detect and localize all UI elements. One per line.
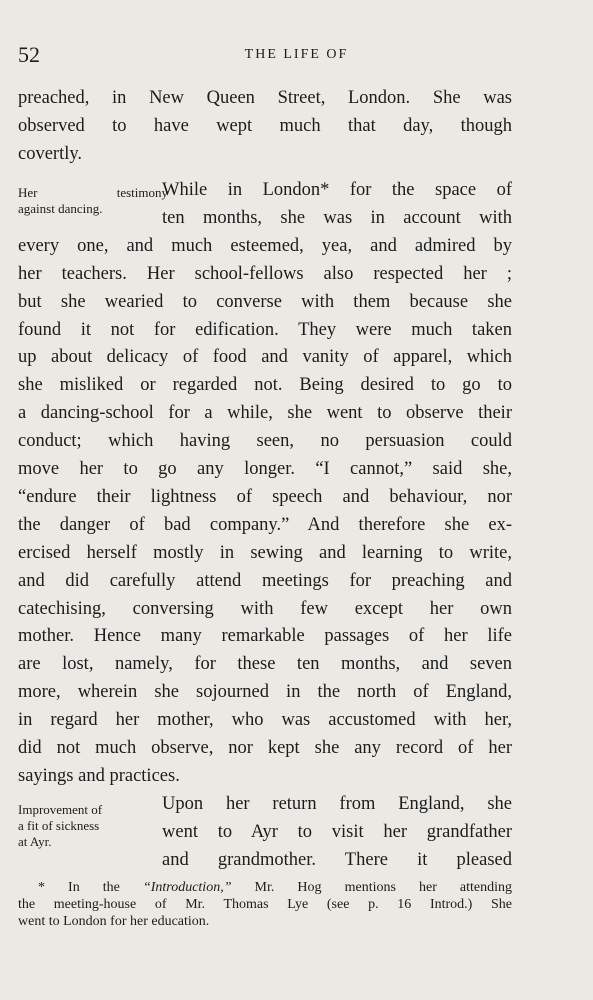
sidenote-line: at Ayr. [18, 834, 52, 849]
sidenote-line: a fit of sickness [18, 818, 100, 833]
body-line: preached, in New Queen Street, London. She was [18, 88, 512, 108]
running-head: THE LIFE OF [244, 47, 349, 62]
body-line: went to Ayr to visit her grandfather [162, 822, 512, 842]
sidenote-line: Her testimony [18, 185, 168, 200]
body-line: covertly. [18, 144, 83, 164]
footnote-line: the meeting-house of Mr. Thomas Lye (see p. 16 Introd.) She [18, 897, 512, 912]
body-line: but she wearied to converse with them because she [18, 292, 512, 312]
body-line: up about delicacy of food and vanity of apparel, which [18, 347, 512, 367]
body-line: “endure their lightness of speech and behaviour, nor [18, 487, 512, 507]
body-line: ten months, she was in account with [162, 208, 512, 228]
body-line: in regard her mother, who was accustomed with her, [18, 710, 512, 730]
body-line: ercised herself mostly in sewing and learning to write, [18, 543, 512, 563]
sidenote-line: against dancing. [18, 201, 103, 216]
footnote-italic: “Introduction,” [142, 880, 232, 895]
body-line: found it not for edification. They were much taken [18, 320, 512, 340]
body-line: move her to go any longer. “I cannot,” said she, [18, 459, 512, 479]
body-line: her teachers. Her school-fellows also respected her ; [18, 264, 512, 284]
body-line: are lost, namely, for these ten months, and seven [18, 654, 512, 674]
body-line: every one, and much esteemed, yea, and admired by [18, 236, 512, 256]
body-line: While in London* for the space of [162, 180, 512, 200]
body-line: did not much observe, nor kept she any record of her [18, 738, 512, 758]
page-number: 52 [18, 42, 40, 67]
body-line: the danger of bad company.” And therefore she ex- [18, 515, 512, 535]
footnote-suffix: Mr. Hog mentions her attending [231, 880, 512, 895]
sidenote-line: Improvement of [18, 802, 103, 817]
body-line: observed to have wept much that day, though [18, 116, 512, 136]
body-line: more, wherein she sojourned in the north of England, [18, 682, 512, 702]
body-line: and did carefully attend meetings for preaching and [18, 571, 512, 591]
page-header [18, 42, 575, 72]
body-line: Upon her return from England, she [162, 794, 512, 814]
body-line: conduct; which having seen, no persuasion could [18, 431, 512, 451]
body-line: she misliked or regarded not. Being desired to go to [18, 375, 512, 395]
body-line: catechising, conversing with few except her own [18, 599, 512, 619]
footnote-line: went to London for her education. [18, 914, 210, 929]
body-line: sayings and practices. [18, 766, 180, 786]
body-line: mother. Hence many remarkable passages of her life [18, 626, 512, 646]
footnote-line [18, 880, 512, 896]
footnote-prefix: * In the [38, 880, 143, 895]
body-line: and grandmother. There it pleased [162, 850, 512, 870]
body-line: a dancing-school for a while, she went to observe their [18, 403, 512, 423]
